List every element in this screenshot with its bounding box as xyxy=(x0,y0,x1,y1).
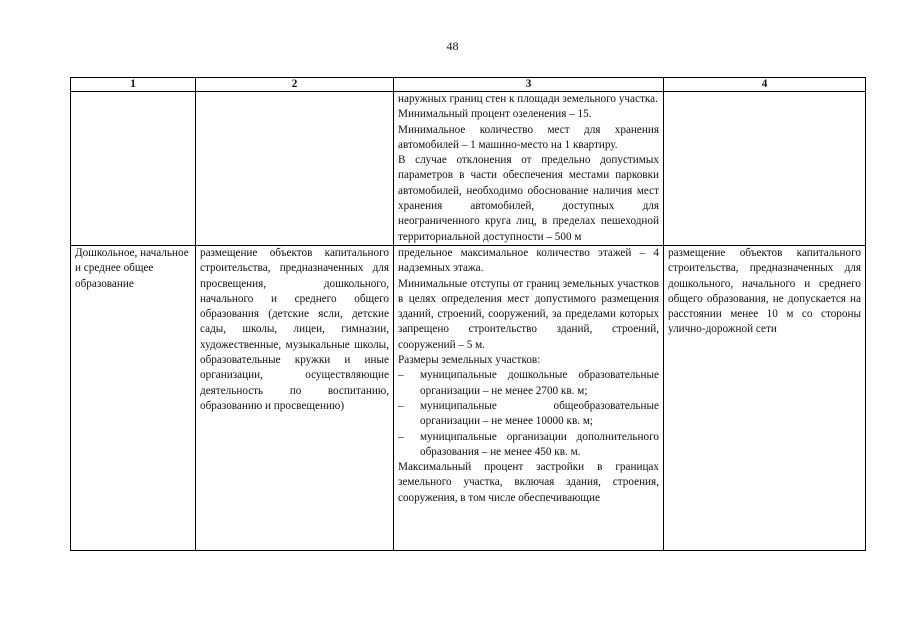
list-item-text: муниципальные общеобразовательные организации – не менее 10000 кв. м; xyxy=(420,399,659,428)
parameter-text: предельное максимальное количество этажей – 4 надземных этажа. xyxy=(398,246,659,275)
cell-empty xyxy=(664,92,866,246)
list-item xyxy=(398,368,659,399)
cell-empty xyxy=(71,92,196,246)
parameter-text: Размеры земельных участков: xyxy=(398,354,541,367)
regulations-table xyxy=(70,77,866,551)
table-row xyxy=(71,92,866,246)
header-row xyxy=(71,78,866,92)
description-cell: размещение объектов капитального строительства, предназначенных для просвещения, дошкольного, начального и среднего общего образования (детские ясли, детские сады, школы, лицеи, гимназии, художественные, музыкальные школы, образовательные кружки и иные организации, осуществляющие деятельность по воспитанию, образованию и просвещению) xyxy=(196,245,394,550)
list-item xyxy=(398,430,659,461)
list-item-text: муниципальные организации дополнительного образования – не менее 450 кв. м. xyxy=(420,430,659,458)
parameters-cell xyxy=(394,92,664,246)
table-row xyxy=(71,245,866,550)
column-header-4: 4 xyxy=(664,78,866,92)
parameters-cell xyxy=(394,245,664,550)
land-size-list xyxy=(398,368,659,460)
list-dash: – xyxy=(398,399,404,412)
list-item-text: муниципальные дошкольные образовательные организации – не менее 2700 кв. м; xyxy=(420,369,659,397)
list-dash: – xyxy=(398,369,404,382)
parameter-text: Минимальный процент озеленения – 15. xyxy=(398,108,592,121)
column-header-2: 2 xyxy=(196,78,394,92)
list-item xyxy=(398,399,659,430)
column-header-1: 1 xyxy=(71,78,196,92)
restrictions-cell: размещение объектов капитального строительства, предназначенных для дошкольного, начального и среднего общего образования, не допускается на расстоянии менее 10 м со стороны улично-дорожной сети xyxy=(664,245,866,550)
parameter-text: В случае отклонения от предельно допустимых параметров в части обеспечения местами парковки автомобилей, необходимо обоснование наличия мест хранения автомобилей, доступных для неограниченного круга лиц, в пределах пешеходной территориальной доступности – 500 м xyxy=(398,154,659,243)
list-dash: – xyxy=(398,430,404,443)
cell-empty xyxy=(196,92,394,246)
parameter-text: наружных границ стен к площади земельного участка. xyxy=(398,93,658,105)
parameter-text: Минимальные отступы от границ земельных участков в целях определения мест допустимого размещения зданий, строений, сооружений, за пределами которых запрещено строительство зданий, строений, сооружений – 5 м. xyxy=(398,277,659,351)
land-use-type-cell: Дошкольное, начальное и среднее общее образование xyxy=(71,245,196,550)
page-number: 48 xyxy=(446,39,459,53)
parameter-text: Минимальное количество мест для хранения автомобилей – 1 машино-место на 1 квартиру. xyxy=(398,123,659,151)
column-header-3: 3 xyxy=(394,78,664,92)
parameter-text: Максимальный процент застройки в границах земельного участка, включая здания, строения, сооружения, в том числе обеспечивающие xyxy=(398,461,659,504)
